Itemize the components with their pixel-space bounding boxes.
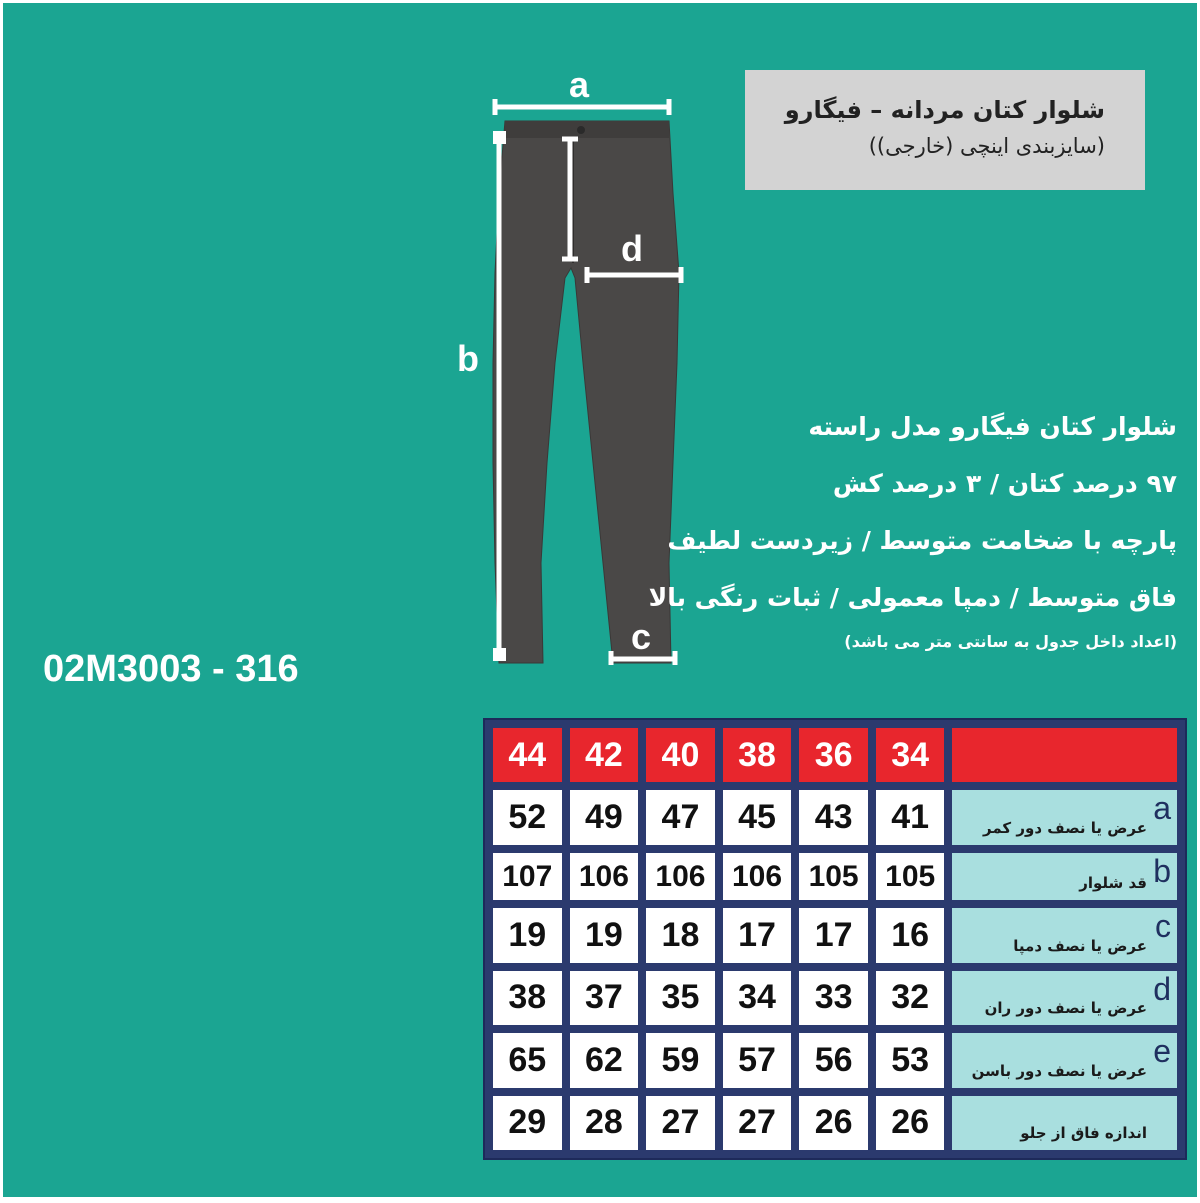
value-cell: 106	[570, 853, 639, 900]
title-line-1: شلوار کتان مردانه – فیگارو	[784, 96, 1105, 124]
value-cell: 62	[570, 1033, 639, 1087]
row-letter: a	[1153, 790, 1171, 827]
size-header: 40	[646, 728, 715, 782]
value-cell: 59	[646, 1033, 715, 1087]
row-label: عرض یا نصف دور باسن	[971, 1061, 1147, 1080]
value-cell: 105	[876, 853, 945, 900]
row-label: قد شلوار	[1079, 874, 1147, 893]
value-cell: 34	[723, 971, 792, 1025]
value-cell: 17	[799, 908, 868, 962]
measure-b-label: b	[457, 338, 479, 379]
value-cell: 105	[799, 853, 868, 900]
measure-a	[495, 64, 669, 115]
table-row	[493, 908, 1177, 962]
header-blank-cell	[952, 728, 1177, 782]
size-chart-page	[3, 3, 1197, 1197]
value-cell: 19	[570, 908, 639, 962]
description-line-1: شلوار کتان فیگارو مدل راسته	[808, 412, 1177, 441]
row-label-cell	[952, 853, 1177, 900]
value-cell: 45	[723, 790, 792, 844]
value-cell: 43	[799, 790, 868, 844]
table-row	[493, 971, 1177, 1025]
row-letter: d	[1153, 970, 1171, 1007]
value-cell: 19	[493, 908, 562, 962]
measure-d-label: d	[621, 228, 643, 269]
value-cell: 33	[799, 971, 868, 1025]
row-label-cell	[952, 1096, 1177, 1150]
value-cell: 65	[493, 1033, 562, 1087]
value-cell: 37	[570, 971, 639, 1025]
value-cell: 26	[876, 1096, 945, 1150]
measure-c-label: c	[631, 616, 652, 657]
size-header-row	[493, 728, 1177, 782]
size-header: 34	[876, 728, 945, 782]
table-row	[493, 1033, 1177, 1087]
value-cell: 47	[646, 790, 715, 844]
row-label: عرض یا نصف دمپا	[1013, 936, 1147, 955]
value-cell: 17	[723, 908, 792, 962]
value-cell: 106	[723, 853, 792, 900]
value-cell: 35	[646, 971, 715, 1025]
row-label: عرض یا نصف دور کمر	[983, 818, 1147, 837]
product-description	[648, 403, 1177, 657]
size-header: 36	[799, 728, 868, 782]
size-header: 38	[723, 728, 792, 782]
value-cell: 29	[493, 1096, 562, 1150]
value-cell: 27	[646, 1096, 715, 1150]
size-header: 42	[570, 728, 639, 782]
row-label: اندازه فاق از جلو	[1020, 1124, 1147, 1142]
description-line-3: پارچه با ضخامت متوسط / زیردست لطیف	[667, 526, 1177, 555]
value-cell: 16	[876, 908, 945, 962]
row-letter: c	[1155, 908, 1171, 945]
title-line-2: (سایزبندی اینچی (خارجی))	[868, 134, 1105, 158]
row-label-cell	[952, 790, 1177, 844]
value-cell: 26	[799, 1096, 868, 1150]
row-label-cell	[952, 971, 1177, 1025]
row-label-cell	[952, 908, 1177, 962]
row-letter: e	[1153, 1033, 1171, 1070]
table-row	[493, 790, 1177, 844]
value-cell: 32	[876, 971, 945, 1025]
value-cell: 18	[646, 908, 715, 962]
description-line-2: ۹۷ درصد کتان / ۳ درصد کش	[832, 469, 1177, 498]
product-code: 02M3003 - 316	[43, 648, 299, 690]
description-line-4: فاق متوسط / دمپا معمولی / ثبات رنگی بالا	[648, 583, 1177, 612]
value-cell: 49	[570, 790, 639, 844]
value-cell: 106	[646, 853, 715, 900]
table-row	[493, 853, 1177, 900]
value-cell: 41	[876, 790, 945, 844]
measure-b	[457, 131, 506, 661]
size-header: 44	[493, 728, 562, 782]
units-note: (اعداد داخل جدول به سانتی متر می باشد)	[844, 632, 1177, 651]
row-label-cell	[952, 1033, 1177, 1087]
row-label: عرض یا نصف دور ران	[984, 999, 1147, 1018]
value-cell: 52	[493, 790, 562, 844]
value-cell: 38	[493, 971, 562, 1025]
value-cell: 56	[799, 1033, 868, 1087]
table-row	[493, 1096, 1177, 1150]
value-cell: 53	[876, 1033, 945, 1087]
row-letter: b	[1153, 852, 1171, 889]
size-table	[483, 718, 1187, 1160]
measure-a-label: a	[569, 64, 590, 105]
value-cell: 28	[570, 1096, 639, 1150]
value-cell: 107	[493, 853, 562, 900]
value-cell: 27	[723, 1096, 792, 1150]
value-cell: 57	[723, 1033, 792, 1087]
title-box	[745, 70, 1145, 190]
